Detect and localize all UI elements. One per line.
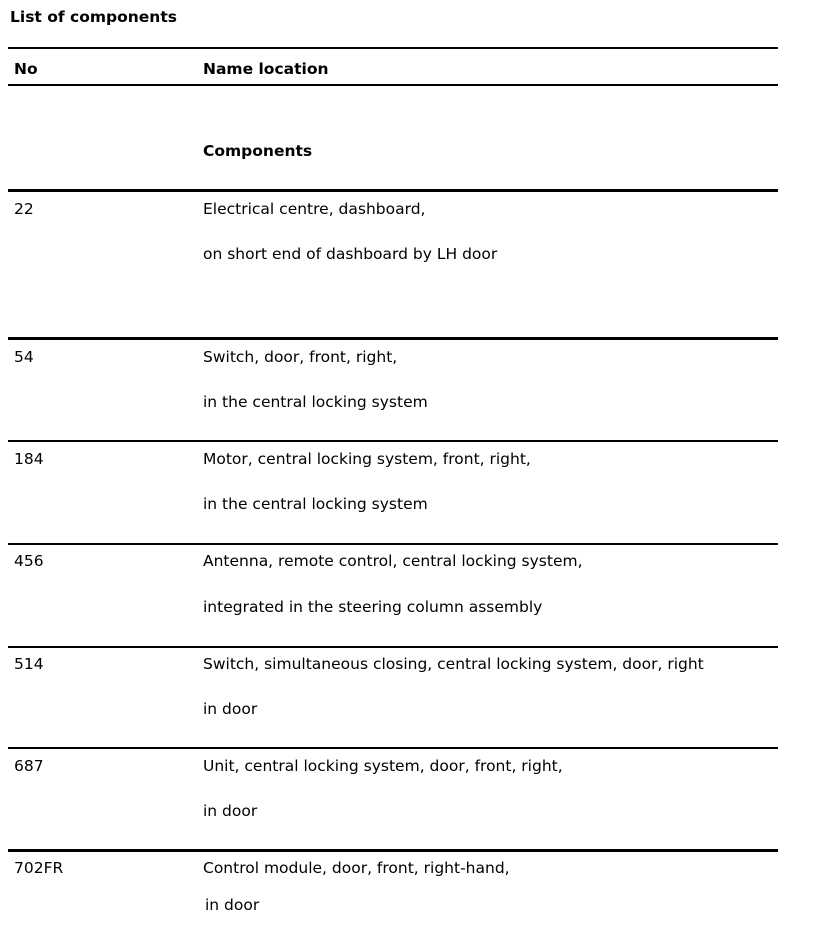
row-divider	[8, 646, 778, 648]
row-divider	[8, 543, 778, 545]
row-location: on short end of dashboard by LH door	[203, 245, 498, 263]
row-divider	[8, 337, 778, 340]
row-location: in door	[203, 700, 258, 718]
row-name: Antenna, remote control, central locking system,	[203, 552, 583, 570]
header-name-location: Name location	[203, 60, 329, 78]
row-no: 184	[14, 450, 44, 468]
row-name: Unit, central locking system, door, front, right,	[203, 757, 563, 775]
row-location: in the central locking system	[203, 393, 428, 411]
page-title: List of components	[10, 8, 177, 26]
row-no: 54	[14, 348, 34, 366]
row-no: 22	[14, 200, 34, 218]
row-location: integrated in the steering column assembly	[203, 598, 543, 616]
row-location: in the central locking system	[203, 495, 428, 513]
row-no: 514	[14, 655, 44, 673]
row-no: 687	[14, 757, 44, 775]
row-name: Control module, door, front, right-hand,	[203, 859, 510, 877]
row-location: in door	[203, 802, 258, 820]
row-name: Electrical centre, dashboard,	[203, 200, 426, 218]
row-no: 702FR	[14, 859, 64, 877]
row-no: 456	[14, 552, 44, 570]
row-divider	[8, 849, 778, 852]
section-heading: Components	[203, 142, 313, 160]
row-divider	[8, 747, 778, 749]
row-divider	[8, 440, 778, 442]
row-name: Switch, door, front, right,	[203, 348, 398, 366]
row-divider	[8, 189, 778, 192]
row-location: in door	[205, 896, 260, 914]
header-bottom-rule	[8, 84, 778, 86]
table-top-rule	[8, 47, 778, 49]
row-name: Switch, simultaneous closing, central locking system, door, right	[203, 655, 704, 673]
row-name: Motor, central locking system, front, right,	[203, 450, 531, 468]
header-no: No	[14, 60, 38, 78]
